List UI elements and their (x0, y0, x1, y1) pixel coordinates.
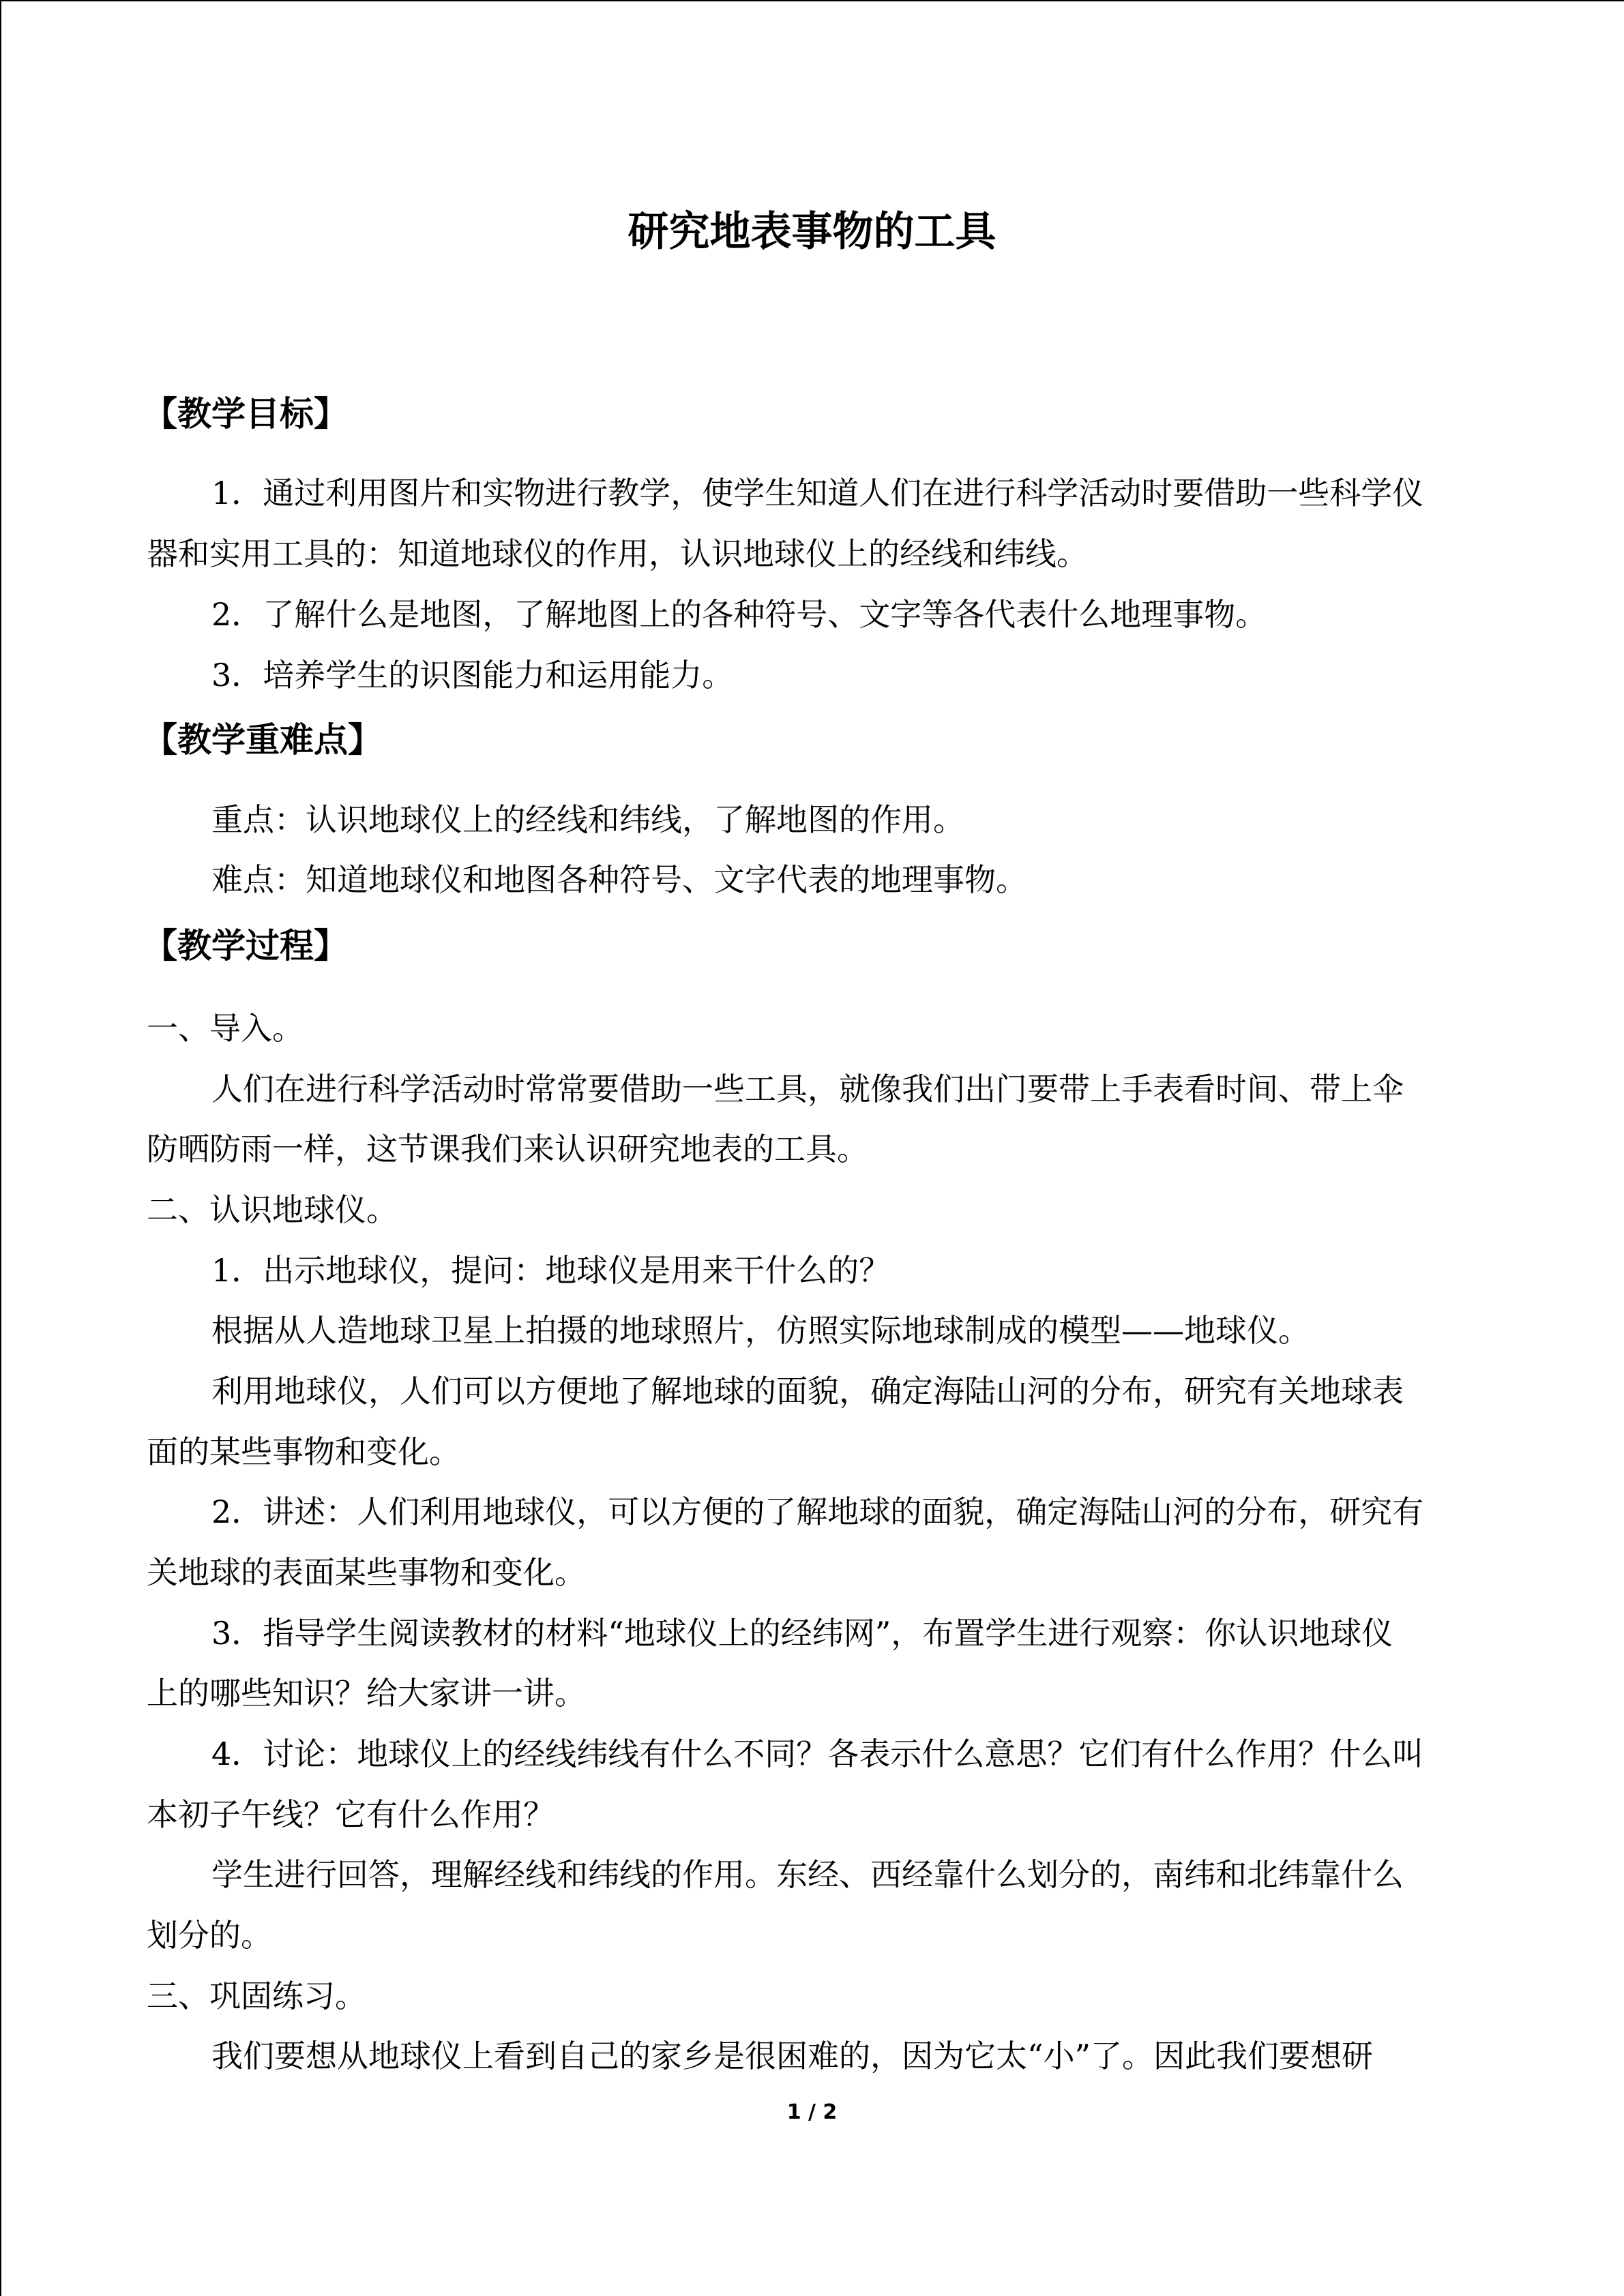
section-2-para-4-line-1: 2．讲述：人们利用地球仪，可以方便的了解地球的面貌，确定海陆山河的分布，研究有 (211, 1493, 1424, 1530)
key-point-2: 难点：知道地球仪和地图各种符号、文字代表的地理事物。 (211, 861, 1027, 898)
section-2-para-2: 根据从人造地球卫星上拍摄的地球照片，仿照实际地球制成的模型——地球仪。 (211, 1312, 1310, 1349)
objectives-heading: 【教学目标】 (143, 393, 348, 434)
section-2-para-4-line-2: 关地球的表面某些事物和变化。 (147, 1554, 586, 1591)
section-2-para-3-line-2: 面的某些事物和变化。 (147, 1433, 460, 1470)
section-2-para-7-line-1: 学生进行回答，理解经线和纬线的作用。东经、西经靠什么划分的，南纬和北纬靠什么 (211, 1856, 1404, 1893)
page-title: 研究地表事物的工具 (628, 208, 996, 256)
section-2-para-6-line-2: 本初子午线？它有什么作用？ (147, 1796, 555, 1833)
section-3-title: 三、巩固练习。 (147, 1978, 366, 2014)
objective-3: 3．培养学生的识图能力和运用能力。 (211, 657, 734, 694)
section-2-para-1: 1．出示地球仪，提问：地球仪是用来干什么的？ (211, 1252, 891, 1289)
section-2-title: 二、认识地球仪。 (147, 1191, 398, 1228)
section-2-para-3-line-1: 利用地球仪，人们可以方便地了解地球的面貌，确定海陆山河的分布，研究有关地球表 (211, 1373, 1404, 1410)
page-number: 1 / 2 (786, 2100, 838, 2124)
section-2-para-6-line-1: 4．讨论：地球仪上的经线纬线有什么不同？各表示什么意思？它们有什么作用？什么叫 (211, 1735, 1424, 1772)
key-point-1: 重点：认识地球仪上的经线和纬线，了解地图的作用。 (211, 801, 964, 838)
section-2-para-5-line-2: 上的哪些知识？给大家讲一讲。 (147, 1675, 586, 1712)
objective-1-line-1: 1．通过利用图片和实物进行教学，使学生知道人们在进行科学活动时要借助一些科学仪 (211, 475, 1424, 511)
key-points-heading: 【教学重难点】 (143, 719, 382, 760)
section-2-para-5-line-1: 3．指导学生阅读教材的材料“地球仪上的经纬网”，布置学生进行观察：你认识地球仪 (211, 1615, 1393, 1652)
process-heading: 【教学过程】 (143, 925, 348, 966)
section-1-para-1-line-1: 人们在进行科学活动时常常要借助一些工具，就像我们出门要带上手表看时间、带上伞 (211, 1071, 1404, 1107)
section-3-para-1-line-1: 我们要想从地球仪上看到自己的家乡是很困难的，因为它太“小”了。因此我们要想研 (211, 2038, 1374, 2074)
objective-2: 2．了解什么是地图，了解地图上的各种符号、文字等各代表什么地理事物。 (211, 596, 1267, 633)
section-1-title: 一、导入。 (147, 1010, 304, 1047)
section-1-para-1-line-2: 防晒防雨一样，这节课我们来认识研究地表的工具。 (147, 1131, 868, 1167)
objective-1-line-2: 器和实用工具的：知道地球仪的作用，认识地球仪上的经线和纬线。 (147, 535, 1088, 572)
section-2-para-7-line-2: 划分的。 (147, 1917, 272, 1954)
